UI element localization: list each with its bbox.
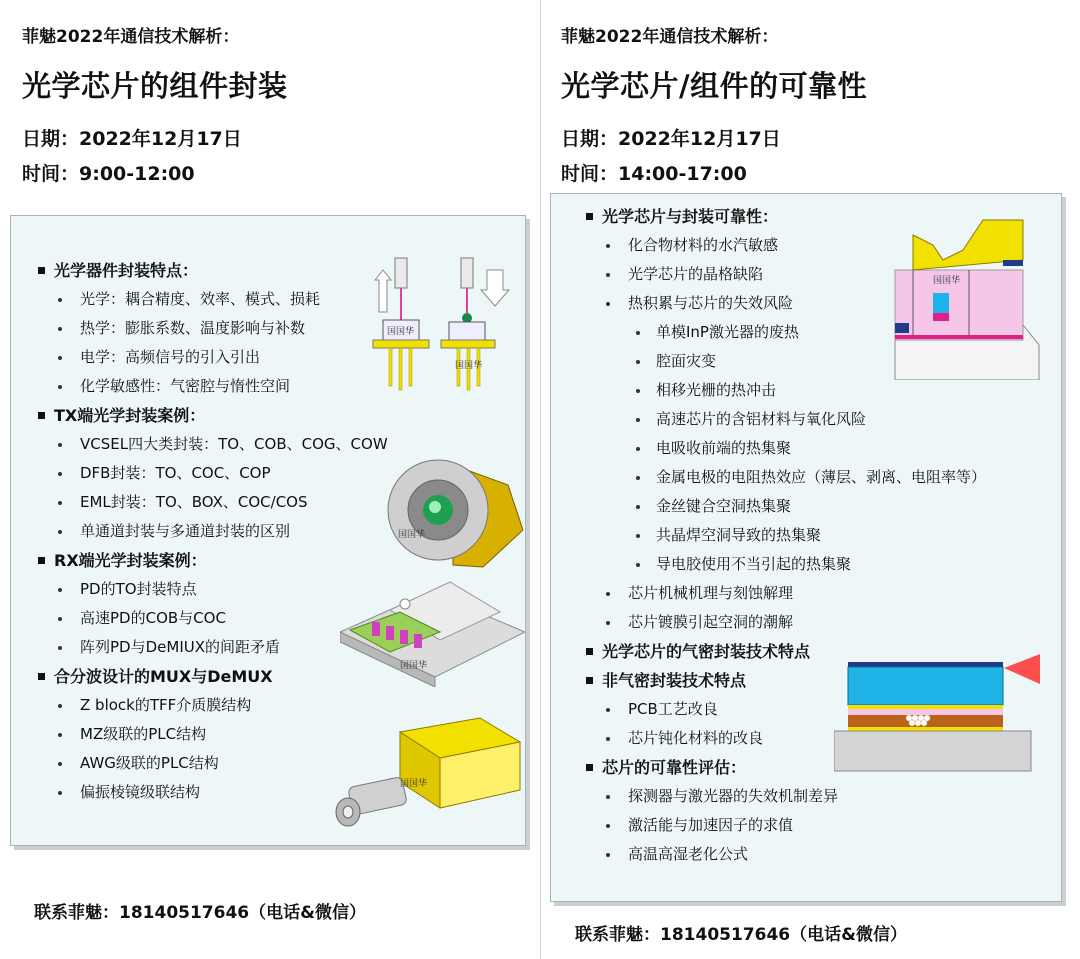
time-line: 时间：9:00-12:00 [22, 163, 195, 185]
time-line: 时间：14:00-17:00 [561, 163, 747, 185]
list-item: PCB工艺改良 [586, 695, 986, 724]
section-heading: 光学芯片与封装可靠性： [586, 202, 986, 231]
page-title: 光学芯片的组件封装 [22, 69, 288, 103]
sub-item: 导电胶使用不当引起的热集聚 [586, 550, 986, 579]
list-item: AWG级联的PLC结构 [38, 749, 388, 778]
section-heading: RX端光学封装案例： [38, 546, 388, 575]
list-item: 高速PD的COB与COC [38, 604, 388, 633]
watermark: 国国华 [387, 327, 415, 337]
tosa-illustration [383, 455, 528, 575]
list-item: 光学芯片的晶格缺陷 [586, 260, 986, 289]
contact-line: 联系菲魅：18140517646（电话&微信） [575, 925, 907, 945]
list-item: DFB封装：TO、COC、COP [38, 459, 388, 488]
list-item: 电学：高频信号的引入引出 [38, 343, 388, 372]
to-can-illustration [365, 250, 515, 395]
list-item: MZ级联的PLC结构 [38, 720, 388, 749]
list-item: 偏振棱镜级联结构 [38, 778, 388, 807]
right-panel [541, 0, 1080, 959]
sub-item: 单模InP激光器的废热 [586, 318, 986, 347]
sub-item: 电吸收前端的热集聚 [586, 434, 986, 463]
sub-item: 金丝键合空洞热集聚 [586, 492, 986, 521]
list-item: 探测器与激光器的失效机制差异 [586, 782, 986, 811]
date-line: 日期：2022年12月17日 [561, 128, 781, 150]
pd-array-illustration [340, 572, 525, 687]
list-item: EML封装：TO、BOX、COC/COS [38, 488, 388, 517]
date-line: 日期：2022年12月17日 [22, 128, 242, 150]
section-heading: 光学器件封装特点： [38, 256, 388, 285]
sub-item: 共晶焊空洞导致的热集聚 [586, 521, 986, 550]
list-item: 激活能与加速因子的求值 [586, 811, 986, 840]
list-item: 阵列PD与DeMIUX的间距矛盾 [38, 633, 388, 662]
list-item: Z block的TFF介质膜结构 [38, 691, 388, 720]
sub-item: 金属电极的电阻热效应（薄层、剥离、电阻率等） [586, 463, 986, 492]
series-title: 菲魅2022年通信技术解析： [22, 27, 240, 47]
page-title: 光学芯片/组件的可靠性 [561, 69, 868, 103]
list-item: PD的TO封装特点 [38, 575, 388, 604]
watermark: 国国华 [398, 530, 426, 540]
section-heading: 合分波设计的MUX与DeMUX [38, 662, 388, 691]
watermark: 国国华 [400, 661, 428, 671]
sub-item: 相移光栅的热冲击 [586, 376, 986, 405]
watermark: 国国华 [933, 276, 961, 286]
chip-cross-section-illustration [893, 215, 1041, 380]
section-heading: 非气密封装技术特点 [586, 666, 986, 695]
section-heading: 芯片的可靠性评估： [586, 753, 986, 782]
box-package-illustration [330, 712, 525, 832]
sub-item: 腔面灾变 [586, 347, 986, 376]
series-title: 菲魅2022年通信技术解析： [561, 27, 779, 47]
list-item: 高温高湿老化公式 [586, 840, 986, 869]
section-heading: 光学芯片的气密封装技术特点 [586, 637, 986, 666]
list-item: 芯片机械机理与刻蚀解理 [586, 579, 986, 608]
list-item: 单通道封装与多通道封装的区别 [38, 517, 388, 546]
contact-line: 联系菲魅：18140517646（电话&微信） [34, 903, 366, 923]
list-item: 热学：膨胀系数、温度影响与补数 [38, 314, 388, 343]
watermark: 国国华 [455, 361, 483, 371]
list-item: 芯片钝化材料的改良 [586, 724, 986, 753]
section-heading: TX端光学封装案例： [38, 401, 388, 430]
sub-item: 高速芯片的含铝材料与氧化风险 [586, 405, 986, 434]
watermark: 国国华 [400, 779, 428, 789]
list-item: VCSEL四大类封装：TO、COB、COG、COW [38, 430, 388, 459]
list-item: 化合物材料的水汽敏感 [586, 231, 986, 260]
list-item: 热积累与芯片的失效风险 [586, 289, 986, 318]
hermetic-package-illustration [834, 650, 1044, 775]
list-item: 化学敏感性：气密腔与惰性空间 [38, 372, 388, 401]
list-item: 光学：耦合精度、效率、模式、损耗 [38, 285, 388, 314]
list-item: 芯片镀膜引起空洞的潮解 [586, 608, 986, 637]
